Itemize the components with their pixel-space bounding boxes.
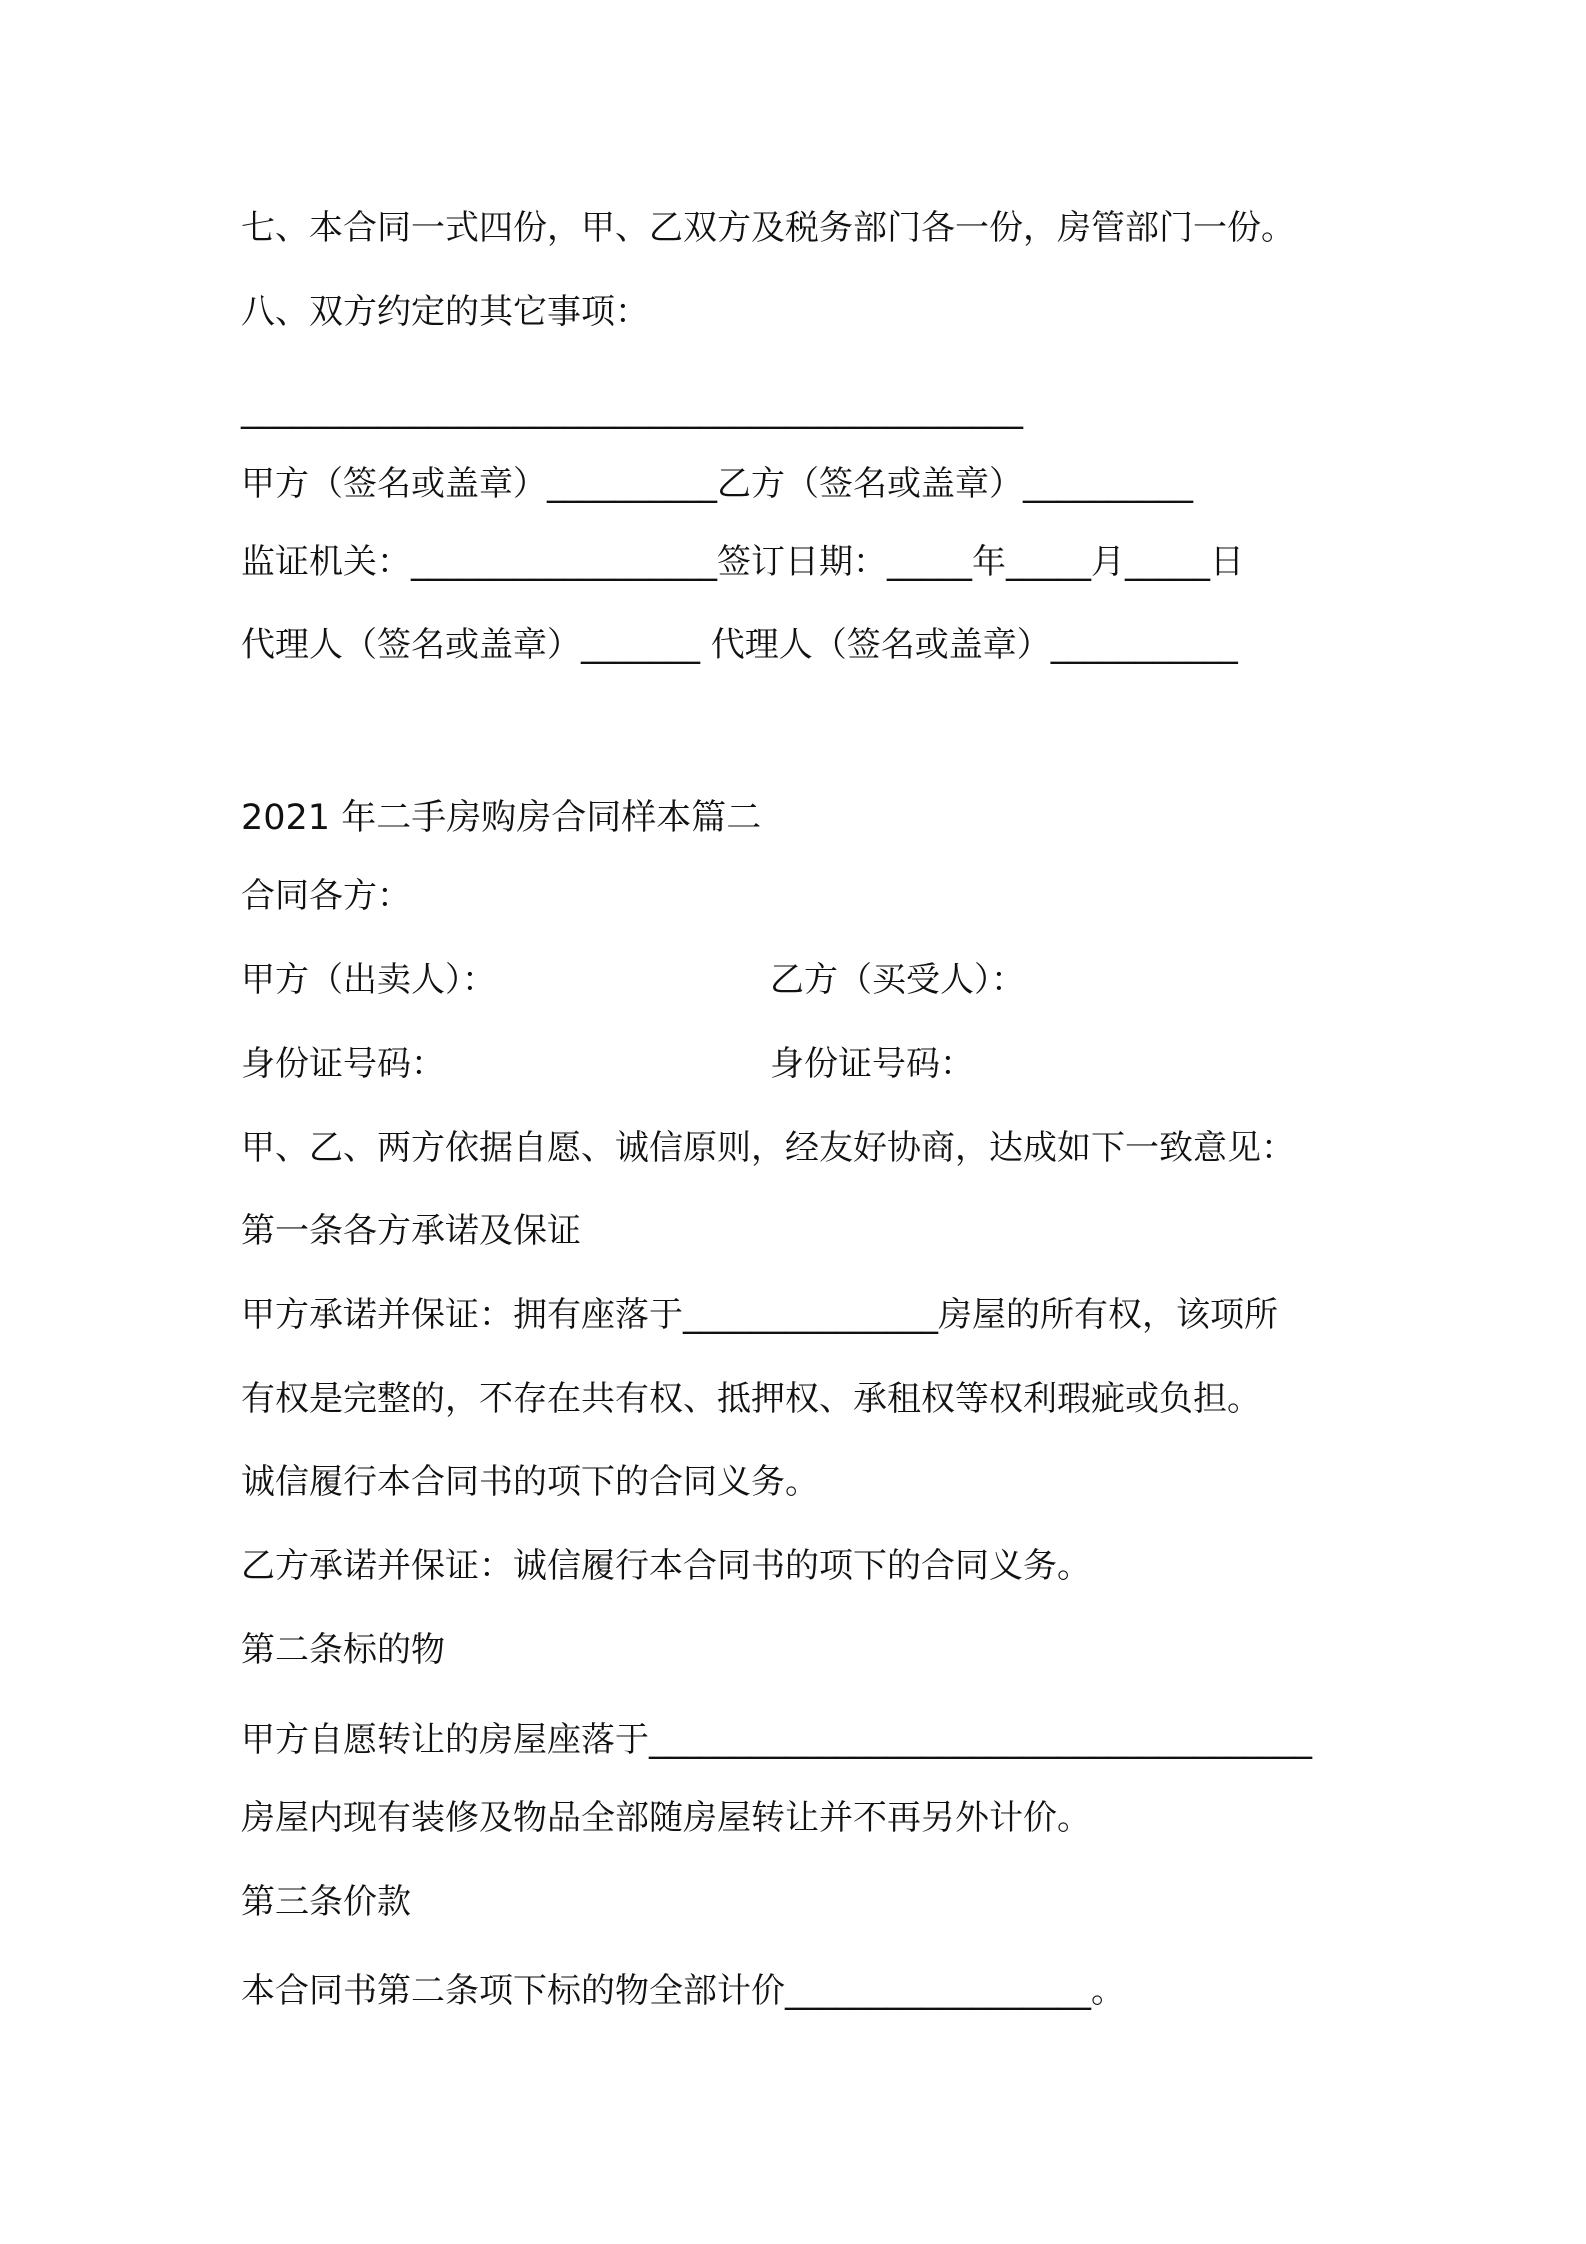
parties-label: 合同各方：	[241, 876, 411, 916]
article-2-fixtures: 房屋内现有装修及物品全部随房屋转让并不再另外计价。	[241, 1798, 1091, 1838]
party-b-label: 乙方（买受人）：	[770, 960, 1025, 1000]
clause-8: 八、双方约定的其它事项：	[241, 292, 649, 332]
clause-7: 七、本合同一式四份，甲、乙双方及税务部门各一份，房管部门一份。	[241, 208, 1295, 248]
party-b-id-label: 身份证号码：	[770, 1044, 974, 1084]
agreement-intro: 甲、乙、两方依据自愿、诚信原则，经友好协商，达成如下一致意见：	[241, 1128, 1295, 1168]
party-a-label: 甲方（出卖人）：	[241, 960, 496, 1000]
article-1-party-b: 乙方承诺并保证：诚信履行本合同书的项下的合同义务。	[241, 1546, 1091, 1586]
article-1-party-a-cont: 有权是完整的，不存在共有权、抵押权、承租权等权利瑕疵或负担。	[241, 1379, 1261, 1419]
section-title: 2021 年二手房购房合同样本篇二	[241, 798, 762, 838]
article-1-party-a-cont2: 诚信履行本合同书的项下的合同义务。	[241, 1462, 819, 1502]
article-3-heading: 第三条价款	[241, 1882, 411, 1922]
article-2-location: 甲方自愿转让的房屋座落于_______________________________________	[241, 1720, 1312, 1760]
blank-line: ______________________________________________	[241, 390, 1023, 430]
article-1-party-a: 甲方承诺并保证：拥有座落于_______________房屋的所有权，该项所	[241, 1295, 1278, 1335]
article-2-heading: 第二条标的物	[241, 1630, 445, 1670]
article-3-price: 本合同书第二条项下标的物全部计价__________________。	[241, 1971, 1125, 2011]
agent-signature-line: 代理人（签名或盖章）_______ 代理人（签名或盖章）___________	[241, 625, 1238, 665]
party-a-id-label: 身份证号码：	[241, 1044, 445, 1084]
signature-line: 甲方（签名或盖章）__________乙方（签名或盖章）__________	[241, 464, 1193, 504]
article-1-heading: 第一条各方承诺及保证	[241, 1211, 581, 1251]
witness-date-line: 监证机关：__________________签订日期：_____年_____月_____日	[241, 542, 1244, 582]
